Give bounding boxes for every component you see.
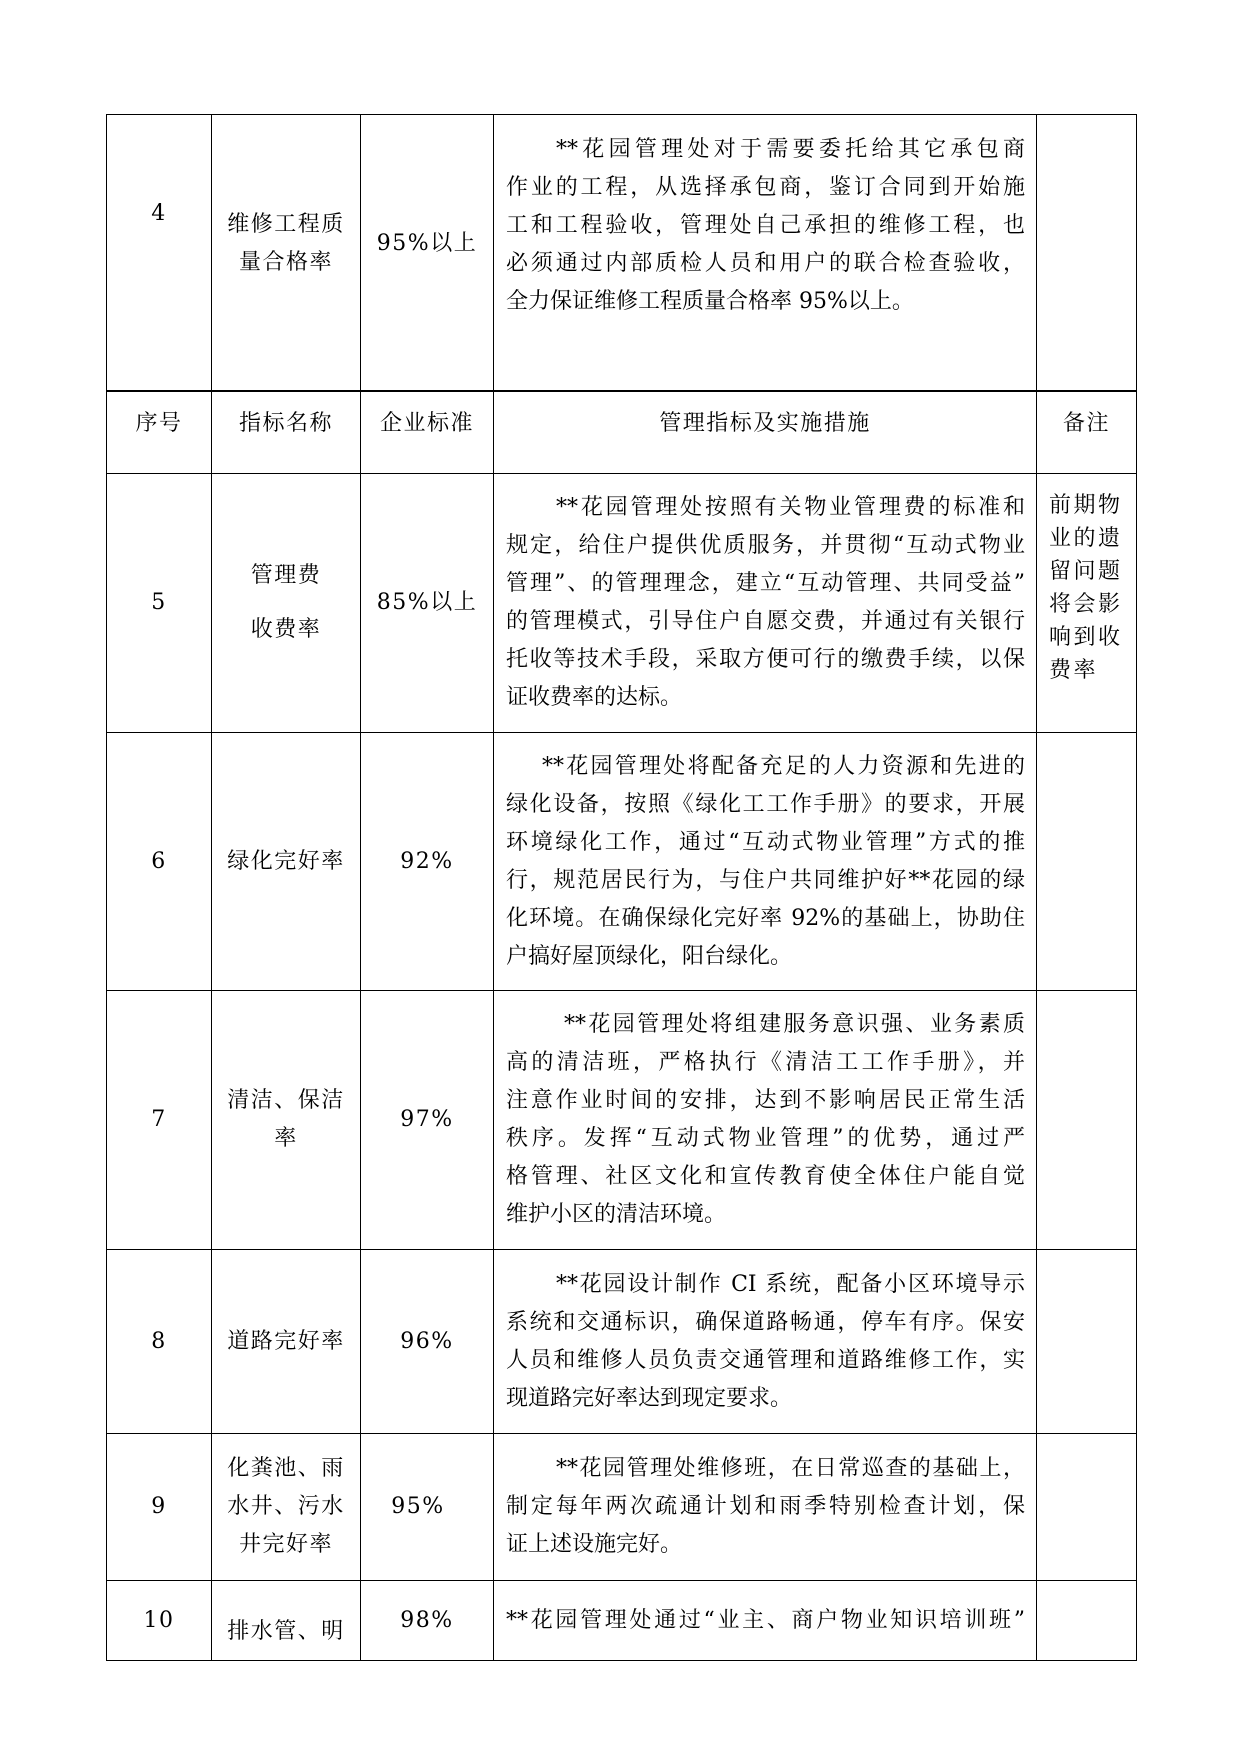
measures-line: **花园管理处将配备充足的人力资源和先进的 [542, 753, 1025, 779]
indicator-name-line: 绿化完好率 [227, 848, 345, 874]
cell-enterprise-standard: 92% [361, 733, 494, 991]
indicator-name-line: 管理费 [250, 563, 322, 588]
measures-line: 系统和交通标识，确保道路畅通，停车有序。保安 [506, 1309, 1025, 1335]
cell-remark [1037, 474, 1137, 733]
indicator-name-line: 化粪池、雨 [227, 1456, 345, 1481]
cell-measures [494, 733, 1037, 991]
indicator-name-line: 水井、污水 [227, 1494, 345, 1519]
measures-line: 注意作业时间的安排，达到不影响居民正常生活 [506, 1088, 1025, 1113]
header-enterprise-standard: 企业标准 [361, 391, 494, 474]
cell-seq: 10 [107, 1581, 212, 1661]
measures-line: 证收费率的达标。 [506, 685, 683, 710]
cell-remark [1037, 1581, 1137, 1661]
remark-line: 响到收 [1049, 625, 1123, 650]
cell-measures [494, 991, 1037, 1250]
cell-enterprise-standard: 95% [361, 1434, 494, 1581]
indicator-name-line: 排水管、明 [227, 1618, 345, 1644]
remark-line: 留问题 [1049, 559, 1123, 584]
table-row [107, 991, 1137, 1250]
cell-seq: 6 [107, 733, 212, 991]
measures-line: **花园管理处按照有关物业管理费的标准和 [556, 495, 1025, 520]
indicator-name-line: 收费率 [250, 617, 322, 642]
measures-line: 必须通过内部质检人员和用户的联合检查验收， [506, 251, 1025, 276]
indicator-name-line: 井完好率 [238, 1532, 333, 1557]
cell-enterprise-standard: 95%以上 [361, 115, 494, 391]
measures-line: 的管理模式，引导住户自愿交费，并通过有关银行 [506, 609, 1025, 634]
table-row [107, 1434, 1137, 1581]
header-seq: 序号 [107, 391, 212, 474]
header-measures: 管理指标及实施措施 [494, 391, 1037, 474]
cell-enterprise-standard: 96% [361, 1250, 494, 1434]
measures-line: 证上述设施完好。 [506, 1532, 683, 1557]
cell-indicator-name [212, 733, 361, 991]
measures-line: 现道路完好率达到现定要求。 [506, 1385, 793, 1411]
table-header-row [107, 391, 1137, 474]
measures-line: **花园管理处维修班，在日常巡查的基础上， [556, 1456, 1025, 1481]
cell-indicator-name [212, 991, 361, 1250]
table-row [107, 474, 1137, 733]
header-indicator-name: 指标名称 [212, 391, 361, 474]
cell-measures [494, 474, 1037, 733]
remark-line: 前期物 [1049, 493, 1123, 518]
indicator-name-line: 清洁、保洁 [227, 1088, 345, 1113]
cell-indicator-name [212, 474, 361, 733]
measures-line: 全力保证维修工程质量合格率 95%以上。 [506, 289, 914, 314]
measures-line: 工和工程验收，管理处自己承担的维修工程，也 [506, 213, 1025, 238]
measures-line: 行，规范居民行为，与住户共同维护好**花园的绿 [506, 867, 1025, 893]
measures-line: 制定每年两次疏通计划和雨季特别检查计划，保 [506, 1494, 1025, 1519]
measures-line: 管理”、的管理理念，建立“互动管理、共同受益” [506, 571, 1025, 596]
measures-line: 秩序。发挥“互动式物业管理”的优势，通过严 [506, 1126, 1025, 1151]
cell-measures [494, 1434, 1037, 1581]
cell-remark [1037, 115, 1137, 391]
cell-indicator-name [212, 1434, 361, 1581]
cell-seq: 4 [107, 115, 212, 391]
remark-line: 费率 [1049, 658, 1099, 683]
cell-remark [1037, 991, 1137, 1250]
cell-seq: 5 [107, 474, 212, 733]
measures-line: 规定，给住户提供优质服务，并贯彻“互动式物业 [506, 533, 1025, 558]
cell-enterprise-standard: 98% [361, 1581, 494, 1661]
measures-line: 高的清洁班，严格执行《清洁工工作手册》，并 [506, 1050, 1025, 1075]
measures-line: 维护小区的清洁环境。 [506, 1202, 727, 1227]
table-row [107, 1581, 1137, 1661]
measures-line: 人员和维修人员负责交通管理和道路维修工作，实 [506, 1347, 1025, 1373]
measures-line: **花园管理处对于需要委托给其它承包商 [556, 137, 1025, 162]
indicator-name-line: 维修工程质 [227, 212, 345, 238]
indicator-name-line: 道路完好率 [227, 1328, 345, 1354]
table-row [107, 115, 1137, 391]
measures-line: **花园设计制作 CI 系统，配备小区环境导示 [556, 1271, 1025, 1297]
header-remark: 备注 [1037, 391, 1137, 474]
cell-seq: 9 [107, 1434, 212, 1581]
cell-enterprise-standard: 97% [361, 991, 494, 1250]
cell-indicator-name [212, 115, 361, 391]
cell-seq: 8 [107, 1250, 212, 1434]
indicator-table [106, 114, 1137, 1661]
cell-measures [494, 1250, 1037, 1434]
table-row [107, 733, 1137, 991]
measures-line: 作业的工程，从选择承包商，鉴订合同到开始施 [506, 175, 1025, 200]
measures-line: **花园管理处将组建服务意识强、业务素质 [564, 1012, 1025, 1037]
remark-line: 业的遗 [1049, 526, 1123, 551]
measures-line: 化环境。在确保绿化完好率 92%的基础上，协助住 [506, 905, 1025, 931]
indicator-name-line: 量合格率 [238, 250, 333, 276]
cell-indicator-name [212, 1250, 361, 1434]
cell-remark [1037, 1250, 1137, 1434]
cell-measures [494, 1581, 1037, 1661]
cell-indicator-name [212, 1581, 361, 1661]
table-row [107, 1250, 1137, 1434]
measures-line: **花园管理处通过“业主、商户物业知识培训班” [506, 1607, 1025, 1633]
measures-line: 格管理、社区文化和宣传教育使全体住户能自觉 [506, 1164, 1025, 1189]
cell-seq: 7 [107, 991, 212, 1250]
measures-line: 户搞好屋顶绿化，阳台绿化。 [506, 943, 793, 969]
remark-line: 将会影 [1049, 592, 1123, 617]
cell-remark [1037, 1434, 1137, 1581]
measures-line: 绿化设备，按照《绿化工工作手册》的要求，开展 [506, 791, 1025, 817]
cell-measures [494, 115, 1037, 391]
cell-remark [1037, 733, 1137, 991]
measures-line: 环境绿化工作，通过“互动式物业管理”方式的推 [506, 829, 1025, 855]
indicator-name-line: 率 [274, 1126, 298, 1151]
measures-line: 托收等技术手段，采取方便可行的缴费手续，以保 [506, 647, 1025, 672]
cell-enterprise-standard: 85%以上 [361, 474, 494, 733]
